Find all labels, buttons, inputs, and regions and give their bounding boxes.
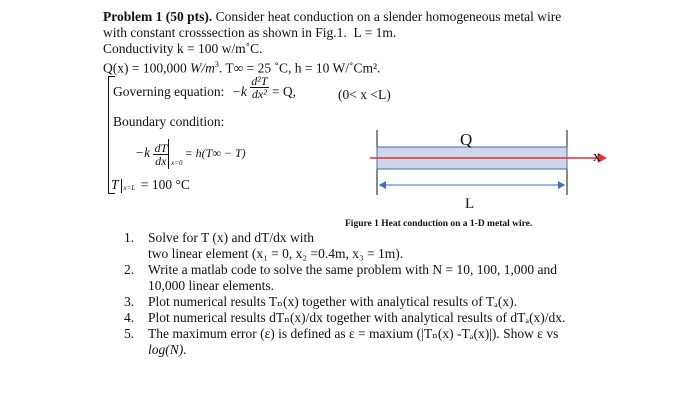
gov-neg-k: −k [231, 84, 247, 99]
task-text: Plot numerical results Tₙ(x) together with analytical results of Tₐ(x). [148, 294, 517, 309]
heat-source-label: Q [460, 130, 473, 149]
task-number: 1. [124, 230, 135, 245]
bc1-fraction [153, 142, 168, 167]
ambient-params: . T∞ = 25 ˚C, h = 10 W/˚Cm². [218, 60, 381, 76]
length-arrow-right [558, 181, 565, 189]
task-text: Plot numerical results dTₙ(x)/dx together with analytical results of dTₐ(x)/dx. [148, 310, 566, 325]
x-axis-label: x [593, 149, 601, 165]
task-text: Write a matlab code to solve the same problem with N = 10, 100, 1,000 and [148, 262, 557, 277]
problem-intro-2: with constant crosssection as shown in Fig.1. [103, 25, 347, 40]
task-text: The maximum error (ε) is defined as ε = maxium (|Tₙ(x) -Tₐ(x)|). Show ε vs [148, 326, 559, 341]
source-unit: W/m [190, 60, 215, 76]
length-definition: L = 1m. [353, 25, 397, 40]
problem-points: (50 pts). [165, 9, 213, 24]
bc1-denominator: dx [155, 153, 167, 168]
task-5 [124, 326, 584, 360]
source-unit-exp: 3 [214, 60, 219, 69]
task-1 [124, 230, 574, 264]
conductivity-line: Conductivity k = 100 w/m˚C. [103, 41, 263, 56]
problem-heading [103, 9, 561, 25]
problem-intro-1: Consider heat conduction on a slender homogeneous metal wire [215, 9, 562, 24]
domain-range: (0< x <L) [338, 87, 391, 102]
task-number: 2. [124, 262, 135, 277]
gov-rhs: = Q, [271, 84, 296, 99]
bc1-neg-k: −k [135, 145, 151, 161]
task-4 [124, 310, 584, 326]
gov-denominator: dx² [251, 87, 267, 102]
governing-label: Governing equation: [113, 84, 225, 99]
gov-numerator: d²T [251, 74, 268, 89]
length-arrow-left [379, 181, 386, 189]
problem-intro-line-2 [103, 25, 396, 41]
bc1-numerator: dT [154, 140, 168, 155]
bc-flux [135, 139, 246, 169]
task-2 [124, 262, 584, 296]
bc1-eval-bar [168, 139, 183, 169]
task-3 [124, 294, 584, 310]
bc1-rhs: = h(T∞ − T) [184, 146, 246, 161]
task-text: log(N). [148, 342, 187, 357]
bc1-subscript: x=0 [171, 159, 183, 167]
bc2-T: T [111, 177, 119, 192]
governing-equation [113, 74, 296, 102]
task-number: 3. [124, 294, 135, 309]
source-params-line [103, 57, 380, 77]
problem-title: Problem 1 [103, 9, 163, 24]
wire-figure [360, 125, 620, 220]
bc2-rhs: = 100 °C [140, 177, 190, 192]
bc2-subscript: x=L [123, 183, 136, 192]
boundary-label: Boundary condition: [113, 114, 225, 129]
task-text: Solve for T (x) and dT/dx with [148, 230, 314, 245]
source-term: Q(x) = 100,000 [103, 60, 187, 76]
bc-temperature [111, 177, 190, 193]
task-number: 4. [124, 310, 135, 325]
task-text: two linear element (x₁ = 0, x₂ =0.4m, x₃ = 1m). [148, 246, 404, 261]
task-text: 10,000 linear elements. [148, 278, 274, 293]
gov-fraction [250, 75, 268, 100]
figure-caption: Figure 1 Heat conduction on a 1-D metal wire. [345, 219, 533, 229]
bc2-eval-bar [121, 179, 138, 193]
task-number: 5. [124, 326, 135, 341]
length-label: L [465, 196, 475, 212]
